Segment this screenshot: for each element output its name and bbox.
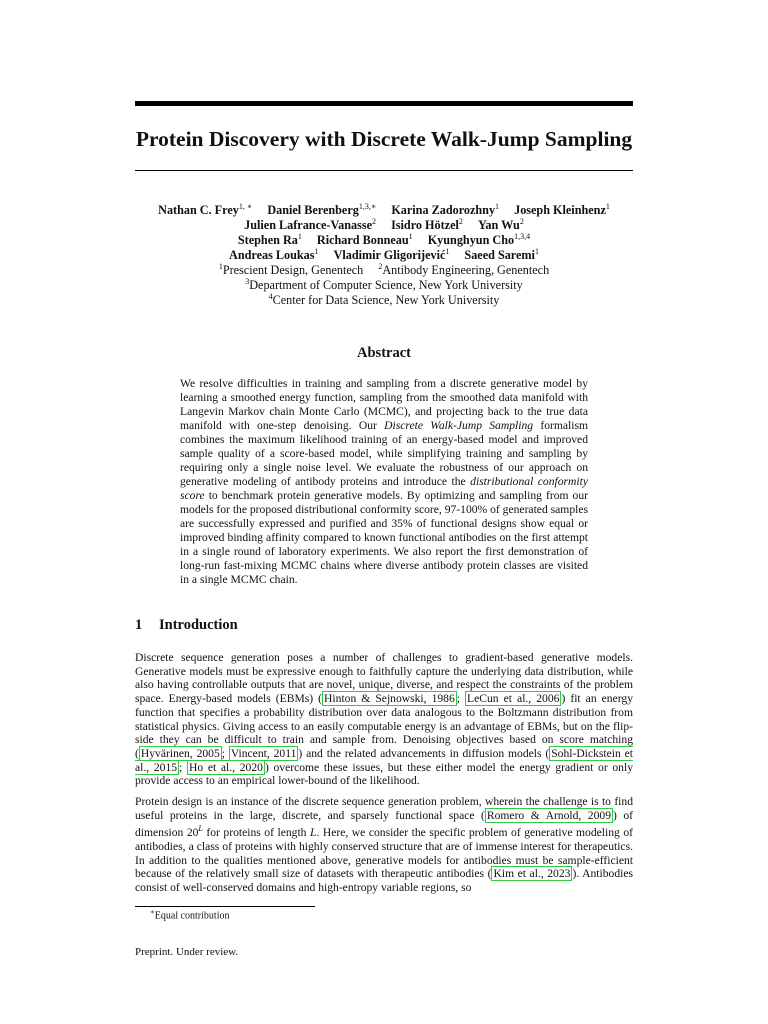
abstract-emphasis: distributional conformity score [180, 475, 588, 502]
affiliation-text: Antibody Engineering, Genentech [382, 263, 550, 277]
affiliation-text: Department of Computer Science, New York University [249, 278, 523, 292]
affiliation-text: Center for Data Science, New York University [272, 293, 500, 307]
author-affil-sup: 1,3,4 [514, 231, 531, 241]
affiliation-sup: 1 [218, 261, 223, 271]
paragraph-text: ) fit an energy function that specifies a probability distribution over data analogous to the Boltzmann distribution from statistical physics. Giving access to an easily computable energy is an advantage of EBMs, but on the flip-side they can be difficult to train and sample from. Denoising objectives based on score matching ( [135, 692, 633, 760]
preprint-notice: Preprint. Under review. [135, 946, 239, 958]
affiliation-sup: 4 [268, 291, 273, 301]
author-affil-sup: 1 [534, 246, 539, 256]
footnote-rule [135, 906, 315, 907]
author-affil-sup: 2 [458, 216, 463, 226]
author-line [110, 233, 658, 248]
author-name: Joseph Kleinhenz [514, 203, 606, 217]
paragraph-text: for proteins of length [202, 826, 310, 840]
author-affil-sup: 1 [408, 231, 413, 241]
citation-link[interactable]: Sohl-Dickstein et al., 2015 [135, 746, 634, 774]
author-block [110, 203, 658, 308]
abstract-text: to benchmark protein generative models. By optimizing and sampling from our models for the proposed distributional conformity score, 97-100% of generated samples are successfully expressed and purified and 35% of functional designs show equal or improved binding affinity compared to known functional antibodies on the first attempt in a single round of laboratory experiments. We also report the first demonstration of long-run fast-mixing MCMC chains where diverse antibody protein classes are visited in a single MCMC chain. [180, 489, 588, 586]
author-name: Kyunghyun Cho [427, 233, 515, 247]
author-name: Vladimir Gligorijević [333, 248, 446, 262]
author-line [110, 203, 658, 218]
abstract-text: formalism combines the maximum likelihood training of an energy-based model and improved sample quality of a score-based model, while simplifying training and sampling by requiring only a single noise level. We evaluate the robustness of our approach on generative modeling of antibody proteins and introduce the [180, 419, 588, 488]
citation-link[interactable]: Ho et al., 2020 [188, 760, 263, 774]
affiliation-text: Prescient Design, Genentech [222, 263, 364, 277]
author-line [110, 248, 658, 263]
author-affil-sup: 1, ∗ [238, 201, 253, 211]
math-base: 20 [186, 826, 199, 840]
author-name: Daniel Berenberg [267, 203, 359, 217]
author-name: Karina Zadorozhny [391, 203, 496, 217]
paragraph-text: ) overcome these issues, but these either model the energy gradient or only provide access to an empirical lower-bound of the likelihood. [135, 760, 633, 788]
author-name: Saeed Saremi [464, 248, 535, 262]
author-affil-sup: 1 [314, 246, 319, 256]
paragraph-text: ) of dimension [135, 808, 634, 840]
title-bottom-rule [135, 170, 633, 171]
paragraph-text: ). Antibodies consist of well-conserved domains and high-entropy variable regions, so [135, 867, 634, 895]
paragraph-text: ; [179, 760, 187, 774]
paragraph-text: Protein design is an instance of the discrete sequence generation problem, wherein the challenge is to find useful proteins in the large, discrete, and sparsely functional space ( [135, 795, 633, 822]
title-top-rule [135, 101, 633, 106]
paragraph [135, 651, 633, 788]
author-affil-sup: 1 [495, 201, 500, 211]
author-affil-sup: 2 [519, 216, 524, 226]
abstract-text: We resolve difficulties in training and sampling from a discrete generative model by learning a smoothed energy function, sampling from the smoothed data manifold with Langevin Markov chain Monte Carlo (MCMC), and projecting back to the true data manifold with one-step denoising. Our [180, 377, 588, 432]
author-affil-sup: 1 [445, 246, 450, 256]
affiliation-sup: 2 [378, 261, 383, 271]
paragraph-text: . Here, we consider the specific problem of generative modeling of antibodies, a class of proteins with highly conserved structure that are of immense interest for therapeutics. In addition to the qualities mentioned above, generative models for antibodies must be sample-efficient because of the relatively small size of datasets with therapeutic antibodies ( [135, 826, 633, 881]
paper-title: Protein Discovery with Discrete Walk-Jump Sampling [135, 127, 633, 151]
footnote [150, 908, 229, 921]
affiliation-line [110, 263, 658, 278]
abstract-emphasis: Discrete Walk-Jump Sampling [384, 419, 534, 432]
math-exponent: L [198, 824, 203, 834]
citation-link[interactable]: Kim et al., 2023 [493, 867, 571, 881]
citation-link[interactable]: Hinton & Sejnowski, 1986 [324, 692, 455, 706]
author-name: Stephen Ra [237, 233, 298, 247]
affiliation-sup: 3 [245, 276, 250, 286]
author-affil-sup: 1 [605, 201, 610, 211]
abstract-body [180, 377, 588, 587]
citation-link[interactable]: Romero & Arnold, 2009 [486, 808, 611, 822]
author-name: Andreas Loukas [229, 248, 315, 262]
section-number: 1 [135, 617, 143, 633]
author-affil-sup: 1 [297, 231, 302, 241]
math-variable: L [309, 826, 317, 840]
author-name: Yan Wu [477, 218, 520, 232]
citation-link[interactable]: LeCun et al., 2006 [467, 692, 560, 706]
author-name: Nathan C. Frey [158, 203, 239, 217]
author-affil-sup: 2 [372, 216, 377, 226]
footnote-text: Equal contribution [154, 910, 230, 922]
paragraph [135, 795, 633, 895]
section-heading [135, 617, 238, 634]
paragraph-text: Discrete sequence generation poses a number of challenges to gradient-based generative models. Generative models must be expressive enough to faithfully capture the underlying data distribution, while also having controllable outputs that are novel, unique, diverse, and respect the constraints of the problem space. Energy-based models (EBMs) ( [135, 651, 633, 706]
affiliation-line [110, 278, 658, 293]
section-title: Introduction [159, 617, 238, 633]
author-name: Richard Bonneau [316, 233, 409, 247]
paragraph-text: ) and the related advancements in diffusion models ( [298, 746, 550, 760]
citation-link[interactable]: Hyvärinen, 2005 [140, 746, 220, 760]
author-line [110, 218, 658, 233]
introduction-body [135, 651, 633, 902]
paragraph-text: ; [221, 746, 229, 760]
author-name: Julien Lafrance-Vanasse [244, 218, 373, 232]
footnote-marker: ∗ [150, 908, 155, 916]
author-name: Isidro Hötzel [391, 218, 459, 232]
paragraph-text: ; [456, 692, 466, 706]
abstract-heading: Abstract [357, 345, 411, 361]
citation-link[interactable]: Vincent, 2011 [230, 746, 297, 760]
author-affil-sup: 1,3,∗ [358, 201, 377, 211]
affiliation-line [110, 293, 658, 308]
